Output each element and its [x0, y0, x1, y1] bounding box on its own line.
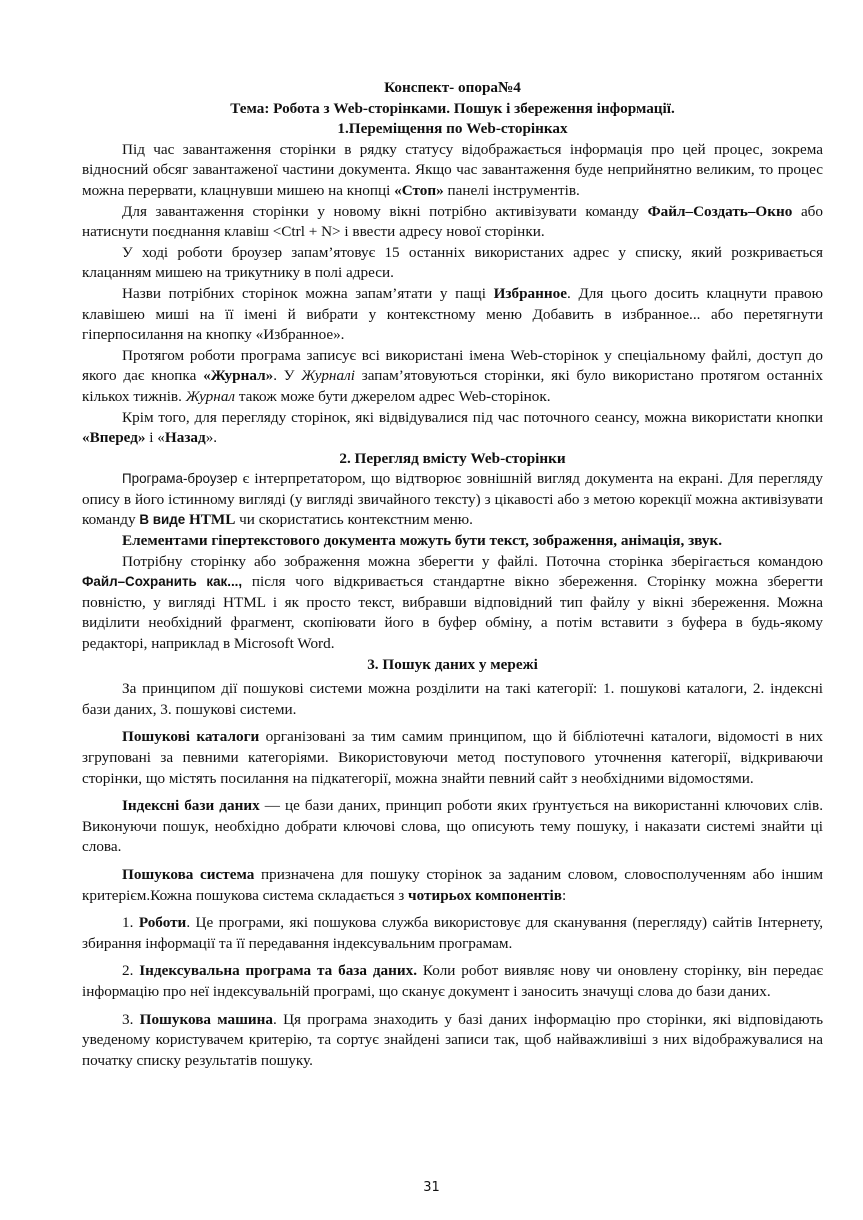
section-3-heading: 3. Пошук даних у мережі: [367, 655, 538, 673]
paragraph: Пошукова система призначена для пошуку сторінок за заданим словом, словосполученням або іншим критерієм.Кожна пошукова система складається з чотирьох компонентів:: [82, 865, 824, 904]
paragraph: Під час завантаження сторінки в рядку статусу відображається інформація про цей процес, зокрема відносний обсяг завантаженої частини документа. Якщо час завантаження буде неприйнятно великим, то процес можна перервати, клацнувши мишею на кнопці «Стоп» панелі інструментів.: [82, 140, 823, 199]
section-2-heading: 2. Перегляд вмісту Web-сторінки: [339, 449, 566, 467]
paragraph: У ході роботи броузер запам’ятовує 15 останніх використаних адрес у списку, який розкривається клацанням мишею на трикутнику в полі адреси.: [82, 243, 823, 282]
list-item: 2. Індексувальна програма та база даних. Коли робот виявляє нову чи оновлену сторінку, він передає інформацію про неї індексувальній програмі, що сканує документ і заносить значущі слова до бази даних.: [82, 962, 823, 1000]
list-item: 1. Роботи. Це програми, які пошукова служба використовує для сканування (перегляду) сайтів Інтернету, збирання інформації та її передавання індексувальним програмам.: [82, 914, 823, 952]
section-1-heading: 1.Переміщення по Web-сторінках: [337, 120, 568, 138]
paragraph: Протягом роботи програма записує всі використані імена Web-сторінок у спеціальному файлі, доступ до якого дає кнопка «Журнал». У Журналі запам’ятовуються сторінки, які було використано протягом останніх кількох тижнів. Журнал також може бути джерелом адрес Web-сторінок.: [82, 346, 823, 405]
paragraph: Елементами гіпертекстового документа можуть бути текст, зображення, анімація, звук.: [122, 532, 722, 550]
paragraph: Пошукові каталоги організовані за тим самим принципом, що й бібліотечні каталоги, відомості в них згруповані за певними категоріями. Використовуючи метод поступового уточнення категорії, відкриваючи сторінки, що містять посилання на підкатегорії, можна знайти певний сайт з необхідними відомостями.: [82, 728, 823, 787]
document-title: Конспект- опора№4: [384, 79, 521, 96]
paragraph: Для завантаження сторінки у новому вікні потрібно активізувати команду Файл–Создать–Окно або натиснути поєднання клавіш <Ctrl + N> і ввести адресу нової сторінки.: [82, 202, 823, 241]
document-page: [82, 78, 823, 1071]
paragraph: Індексні бази даних — це бази даних, принцип роботи яких ґрунтується на використанні ключових слів. Виконуючи пошук, необхідно добрати ключові слова, що описують тему пошуку, і наказати системі знайти ці слова.: [82, 797, 823, 856]
paragraph: Крім того, для перегляду сторінок, які відвідувалися під час поточного сеансу, можна використати кнопки «Вперед» і «Назад».: [82, 408, 823, 447]
document-topic: Тема: Робота з Web-сторінками. Пошук і збереження інформації.: [230, 99, 675, 117]
paragraph: За принципом дії пошукові системи можна розділити на такі категорії: 1. пошукові каталоги, 2. індексні бази даних, 3. пошукові системи.: [82, 680, 823, 718]
paragraph: Потрібну сторінку або зображення можна зберегти у файлі. Поточна сторінка зберігається командою Файл–Сохранить как..., після чого відкривається стандартне вікно збереження. Сторінку можна зберегти повністю, у вигляді HTML і як просто текст, вибравши відповідний тип файлу у вікні збереження. Можна виділити необхідний фрагмент, скопіювати його в буфер обміну, а потім вставити з буфера в будь-якому редакторі, наприклад в Microsoft Word.: [82, 552, 823, 653]
page-number: 31: [423, 1180, 440, 1195]
list-item: 3. Пошукова машина. Ця програма знаходить у базі даних інформацію про сторінки, які відповідають уведеному користувачем критерію, та сортує знайдені записи так, щоб найважливіші з них відображувалися на початку списку результатів пошуку.: [82, 1010, 824, 1069]
paragraph: Програма-броузер є інтерпретатором, що відтворює зовнішній вигляд документа на екрані. Для перегляду опису в його істинному вигляді (у вигляді звичайного тексту) з цікавості або з метою корекції можна активізувати команду В виде HTML чи скористатись контекстним меню.: [82, 470, 823, 529]
paragraph: Назви потрібних сторінок можна запам’ятати у пащі Избранное. Для цього досить клацнути правою клавішею миші на її імені й вибрати у контекстному меню Добавить в избранное... або перетягнути гіперпосилання на кнопку «Избранное».: [82, 284, 823, 344]
